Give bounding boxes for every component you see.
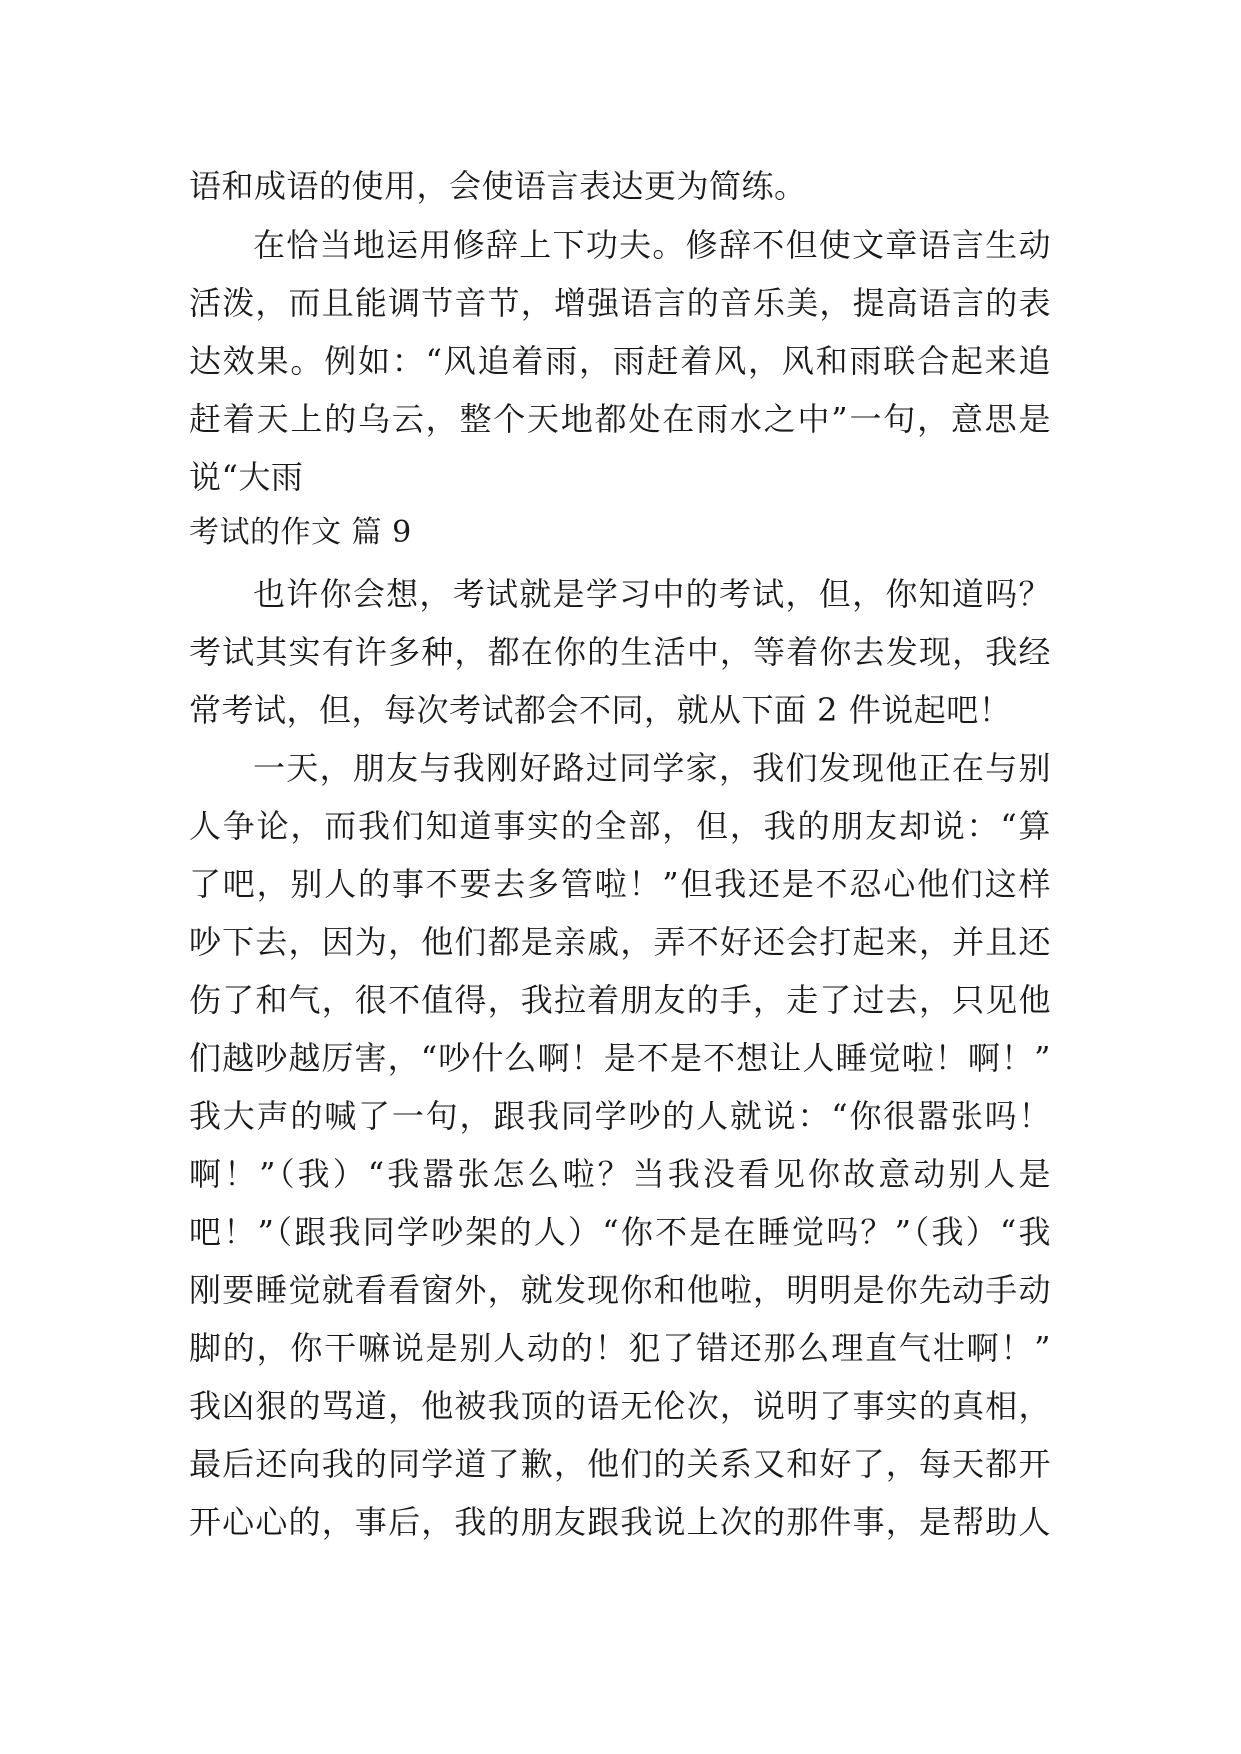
section-heading: 考试的作文 篇 9	[189, 515, 412, 550]
paragraph-line: 一天，朋友与我刚好路过同学家，我们发现他正在与别	[253, 749, 1051, 787]
paragraph-line: 人争论，而我们知道事实的全部，但，我的朋友却说：“算	[189, 807, 1051, 845]
paragraph-line: 说“大雨	[189, 458, 304, 496]
paragraph-line: 啊！”（我）“我嚣张怎么啦？当我没看见你故意动别人是	[189, 1155, 1051, 1193]
paragraph-line: 们越吵越厉害，“吵什么啊！是不是不想让人睡觉啦！啊！”	[189, 1039, 1051, 1077]
paragraph-line: 伤了和气，很不值得，我拉着朋友的手，走了过去，只见他	[189, 981, 1051, 1019]
paragraph-line: 开心心的，事后，我的朋友跟我说上次的那件事，是帮助人	[189, 1503, 1051, 1541]
paragraph-line: 语和成语的使用，会使语言表达更为简练。	[189, 167, 807, 205]
paragraph-line: 刚要睡觉就看看窗外，就发现你和他啦，明明是你先动手动	[189, 1271, 1051, 1309]
paragraph-line: 达效果。例如：“风追着雨，雨赶着风，风和雨联合起来追	[189, 342, 1051, 380]
paragraph-line: 赶着天上的乌云，整个天地都处在雨水之中”一句，意思是	[189, 400, 1051, 438]
paragraph-line: 也许你会想，考试就是学习中的考试，但，你知道吗？	[253, 575, 1051, 613]
paragraph-line: 我大声的喊了一句，跟我同学吵的人就说：“你很嚣张吗！	[189, 1097, 1051, 1135]
paragraph-line: 考试其实有许多种，都在你的生活中，等着你去发现，我经	[189, 633, 1051, 671]
paragraph-line: 在恰当地运用修辞上下功夫。修辞不但使文章语言生动	[253, 226, 1051, 264]
paragraph-line: 吧！”（跟我同学吵架的人）“你不是在睡觉吗？”（我）“我	[189, 1213, 1051, 1251]
paragraph-line: 活泼，而且能调节音节，增强语言的音乐美，提高语言的表	[189, 284, 1051, 322]
paragraph-line: 常考试，但，每次考试都会不同，就从下面 2 件说起吧！	[189, 691, 1012, 729]
paragraph-line: 了吧，别人的事不要去多管啦！”但我还是不忍心他们这样	[189, 865, 1051, 903]
paragraph-line: 最后还向我的同学道了歉，他们的关系又和好了，每天都开	[189, 1445, 1051, 1483]
paragraph-line: 脚的，你干嘛说是别人动的！犯了错还那么理直气壮啊！”	[189, 1329, 1051, 1367]
paragraph-line: 吵下去，因为，他们都是亲戚，弄不好还会打起来，并且还	[189, 923, 1051, 961]
paragraph-line: 我凶狠的骂道，他被我顶的语无伦次，说明了事实的真相，	[189, 1387, 1051, 1425]
